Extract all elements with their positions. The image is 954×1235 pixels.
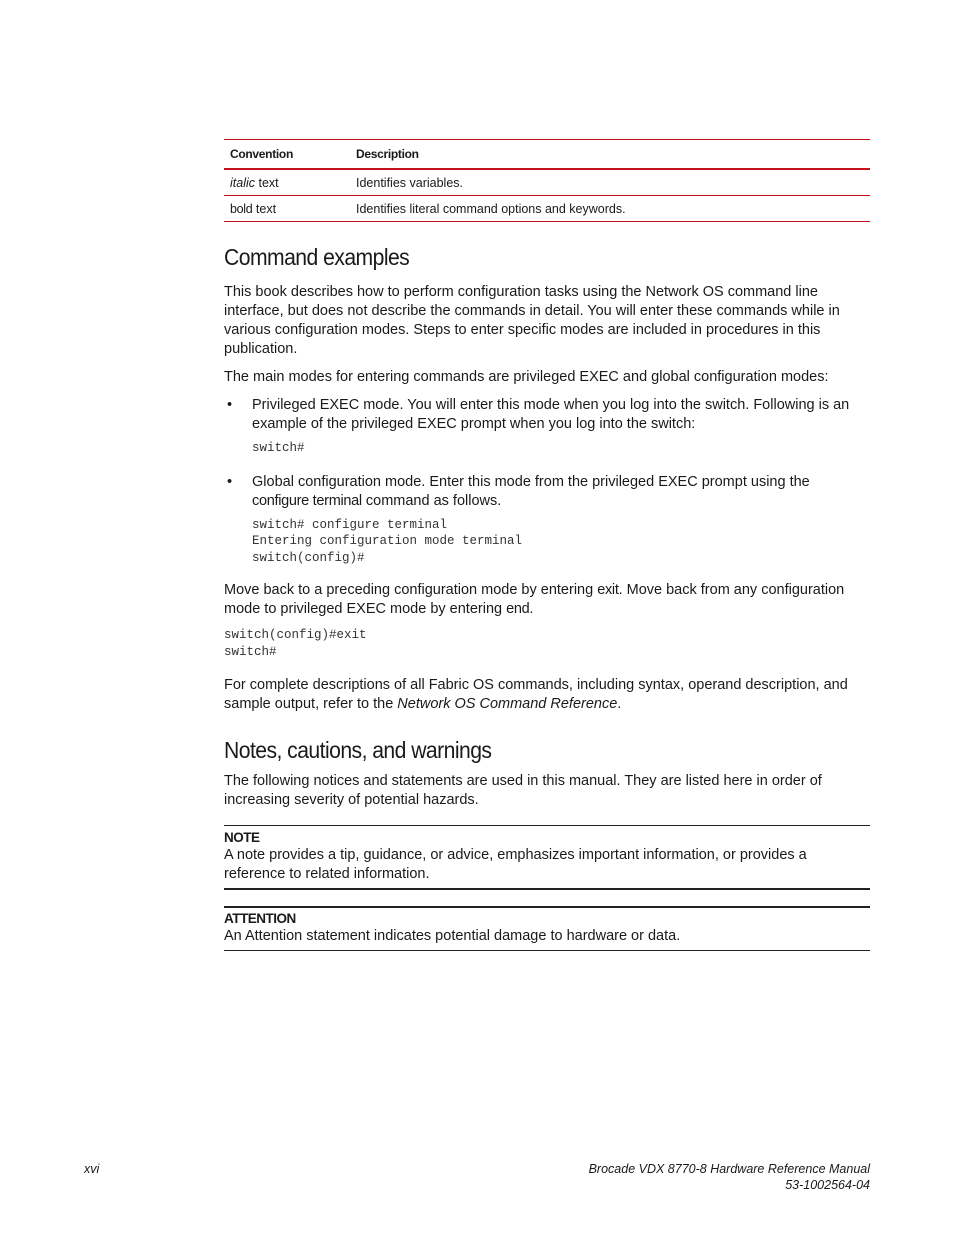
- list-item: [224, 473, 870, 567]
- command-keyword: end: [506, 601, 530, 617]
- note-title: NOTE: [224, 830, 260, 845]
- code-block: switch# configure terminal Entering configuration mode terminal switch(config)#: [252, 517, 523, 565]
- paragraph-complete-descriptions: For complete descriptions of all Fabric OS commands, including syntax, operand description, and sample output, refer to the Network OS Command Reference.: [224, 677, 848, 712]
- note-text: A note provides a tip, guidance, or advice, emphasizes important information, or provides a reference to related information.: [224, 847, 807, 882]
- bullet-text: Privileged EXEC mode. You will enter this mode when you log into the switch. Following is an example of the privileged EXEC prompt when you log into the switch:: [252, 397, 850, 432]
- list-item: [224, 396, 870, 457]
- table-row: [224, 169, 870, 196]
- note-box: [224, 825, 870, 890]
- table-header-row: [224, 140, 870, 170]
- table-header-convention: Convention: [224, 140, 350, 170]
- footer-manual-title: Brocade VDX 8770-8 Hardware Reference Manual: [588, 1162, 870, 1176]
- command-keyword: configure terminal: [252, 492, 362, 509]
- command-keyword: exit: [597, 582, 619, 598]
- code-block: switch(config)#exit switch#: [224, 628, 367, 659]
- table-row: [224, 196, 870, 222]
- paragraph-intro: This book describes how to perform configuration tasks using the Network OS command line interface, but does not describe the commands in detail. You will enter these commands while in various configuration modes. Steps to enter specific modes are included in procedures in this publication.: [224, 284, 840, 357]
- page-content: [224, 139, 870, 951]
- modes-list: [224, 396, 870, 566]
- bullet-text: Global configuration mode. Enter this mode from the privileged EXEC prompt using the configure terminal command as follows.: [252, 473, 810, 509]
- footer-manual-info: [589, 1162, 870, 1193]
- footer-page-number: xvi: [84, 1162, 100, 1176]
- table-cell-description: Identifies literal command options and keywords.: [350, 196, 870, 222]
- reference-title: Network OS Command Reference: [397, 696, 618, 712]
- bullet-icon: •: [227, 397, 233, 413]
- section-heading-notes: Notes, cautions, and warnings: [224, 737, 492, 763]
- table-cell-description: Identifies variables.: [350, 169, 870, 196]
- paragraph-notes-intro: The following notices and statements are used in this manual. They are listed here in order of increasing severity of potential hazards.: [224, 773, 822, 808]
- attention-title: ATTENTION: [224, 911, 296, 926]
- paragraph-modes-intro: The main modes for entering commands are privileged EXEC and global configuration modes:: [224, 369, 829, 385]
- conventions-table: [224, 139, 870, 222]
- attention-box: [224, 906, 870, 951]
- bullet-icon: •: [227, 473, 233, 490]
- code-block: switch#: [252, 441, 305, 455]
- paragraph-move-back: Move back to a preceding configuration mode by entering exit. Move back from any configuration mode to privileged EXEC mode by entering end.: [224, 582, 845, 617]
- table-header-description: Description: [350, 140, 870, 170]
- attention-text: An Attention statement indicates potential damage to hardware or data.: [224, 928, 681, 944]
- table-cell-convention: bold text: [224, 196, 350, 222]
- section-heading-command-examples: Command examples: [224, 244, 410, 270]
- footer-doc-number: 53-1002564-04: [785, 1177, 870, 1192]
- table-cell-convention: italic text: [224, 169, 350, 196]
